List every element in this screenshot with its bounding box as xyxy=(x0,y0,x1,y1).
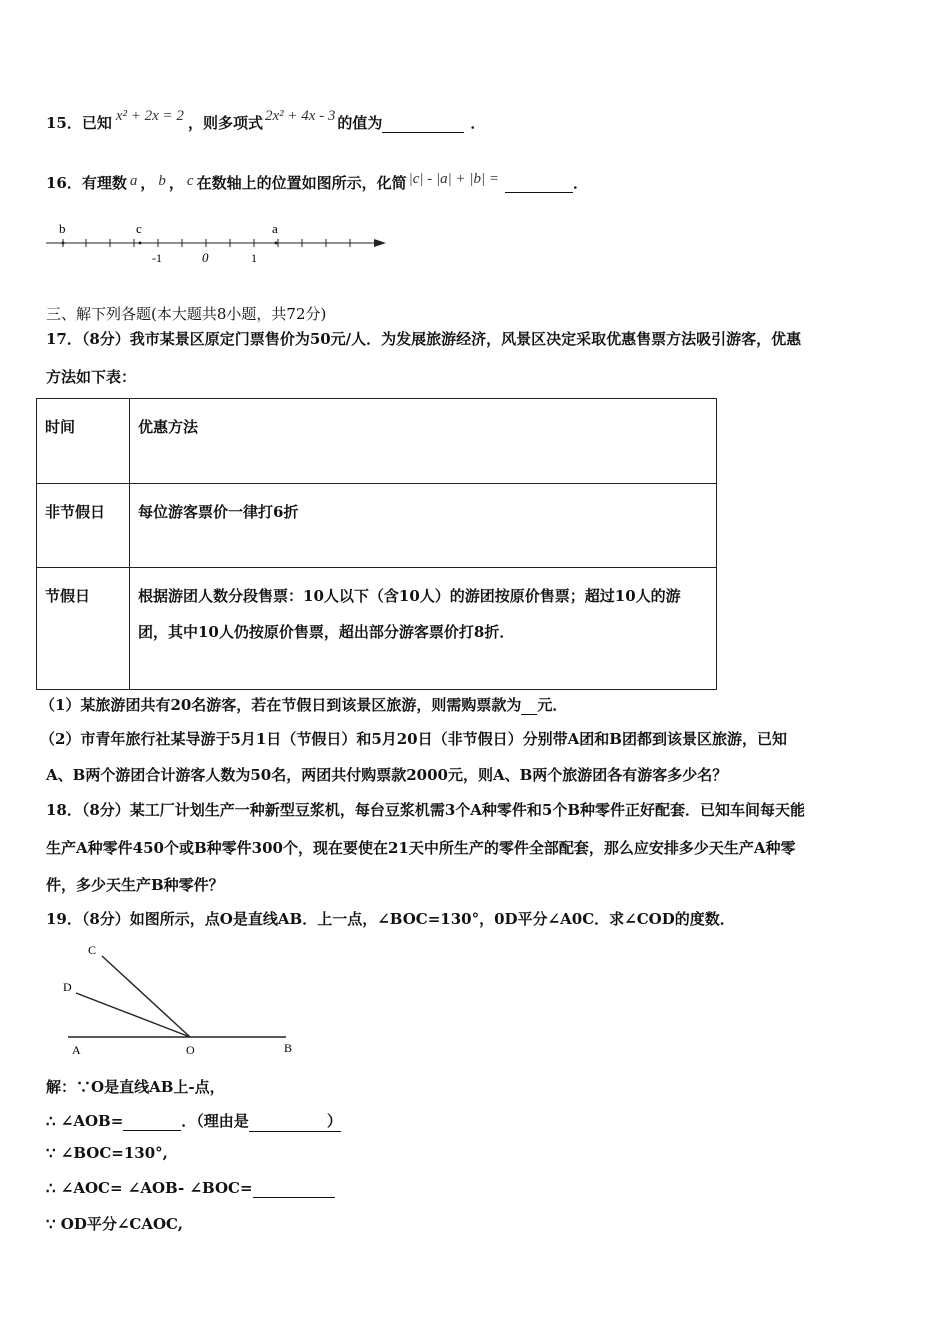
q19-line-1: 19．（8分）如图所示，点O是直线AB．上一点，∠BOC=130°，0D平分∠A0C．求∠COD的度数． xyxy=(46,910,735,928)
point-label-a: a xyxy=(272,221,278,236)
q19-reason-blank[interactable] xyxy=(249,1110,341,1132)
table-cell-method: 每位游客票价一律打6折 xyxy=(130,484,717,568)
q16-expression: |c| - |a| + |b| = xyxy=(408,171,499,187)
q19-solution-4-text: ∴ ∠AOC= ∠AOB- ∠BOC= xyxy=(46,1179,253,1197)
table-header-row xyxy=(37,399,717,484)
q16-sep-2: ， xyxy=(168,174,184,192)
q19-solution-3: ∵ ∠BOC=130°, xyxy=(46,1144,168,1162)
q15-suffix: 的值为 xyxy=(337,114,383,132)
q18-line-1: 18．（8分）某工厂计划生产一种新型豆浆机，每台豆浆机需3个A种零件和5个B种零件正好配套．已知车间每天能 xyxy=(46,801,806,819)
q17-line-2: 方法如下表： xyxy=(46,368,137,386)
q19-solution-4 xyxy=(46,1179,335,1198)
point-label-c: c xyxy=(136,221,142,236)
q15-end: ． xyxy=(470,114,486,132)
q16-var-c: c xyxy=(186,173,194,189)
point-b-dot xyxy=(62,242,65,245)
point-label-b: b xyxy=(59,221,66,236)
table-header-time: 时间 xyxy=(37,399,130,484)
q16-answer-blank[interactable] xyxy=(505,174,573,193)
q16-var-b: b xyxy=(158,173,166,189)
q19-aoc-blank[interactable] xyxy=(253,1179,335,1198)
q15-middle: ，则多项式 xyxy=(187,114,263,132)
tick-label-0: 0 xyxy=(202,250,209,265)
q19-aob-blank[interactable] xyxy=(123,1112,181,1131)
q19-solution-2-reason: ．（理由是 xyxy=(181,1112,249,1130)
ray-oc xyxy=(102,956,190,1037)
tick-label-neg1: -1 xyxy=(152,251,162,265)
table-cell-time: 非节假日 xyxy=(37,484,130,568)
number-line-figure xyxy=(40,218,400,268)
table-row xyxy=(37,568,717,690)
question-16 xyxy=(46,172,588,193)
table-cell-time: 节假日 xyxy=(37,568,130,690)
table-header-method: 优惠方法 xyxy=(130,399,717,484)
q15-prefix: 15．已知 xyxy=(46,114,112,132)
q18-line-2: 生产A种零件450个或B种零件300个，现在要使在21天中所生产的零件全部配套，那么应安排多少天生产A种零 xyxy=(46,839,796,857)
q19-solution-5: ∵ OD平分∠CAOC, xyxy=(46,1215,183,1233)
q19-solution-2-close: ） xyxy=(326,1112,342,1130)
label-D: D xyxy=(63,980,72,994)
label-B: B xyxy=(284,1041,293,1055)
q19-solution-2 xyxy=(46,1110,341,1132)
q17-sub-1-text: （1）某旅游团共有20名游客，若在节假日到该景区旅游，则需购票款为 xyxy=(40,696,522,714)
angle-figure xyxy=(58,938,308,1063)
q19-solution-2-text: ∴ ∠AOB= xyxy=(46,1112,124,1130)
q18-line-3: 件，多少天生产B种零件？ xyxy=(46,876,224,894)
q17-sub-1 xyxy=(40,694,567,715)
q16-middle: 在数轴上的位置如图所示，化简 xyxy=(196,174,407,192)
point-c-dot xyxy=(139,242,142,245)
q17-sub-2-line-1: （2）市青年旅行社某导游于5月1日（节假日）和5月20日（非节假日）分别带A团和B团都到该景区旅游，已知 xyxy=(40,730,787,748)
q16-var-a: a xyxy=(129,173,138,189)
ray-od xyxy=(76,993,190,1037)
discount-table xyxy=(36,398,717,690)
tick-label-1: 1 xyxy=(251,251,257,265)
q16-end: ． xyxy=(572,174,588,192)
label-C: C xyxy=(88,943,97,957)
question-15 xyxy=(46,108,486,133)
q17-sub-1-blank[interactable] xyxy=(521,696,537,715)
q16-sep-1: ， xyxy=(140,174,156,192)
q17-sub-1-unit: 元． xyxy=(537,696,568,714)
table-row xyxy=(37,484,717,568)
label-A: A xyxy=(72,1043,81,1057)
q16-prefix: 16．有理数 xyxy=(46,174,127,192)
q17-sub-2-line-2: A、B两个游团合计游客人数为50名，两团共付购票款2000元，则A、B两个旅游团各有游客多少名？ xyxy=(46,766,728,784)
label-O: O xyxy=(186,1043,195,1057)
q15-answer-blank[interactable] xyxy=(382,114,464,133)
point-a-dot xyxy=(275,242,278,245)
number-line-arrow xyxy=(374,239,386,247)
q15-expression-2: 2x² + 4x - 3 xyxy=(264,108,336,124)
section-3-heading: 三、解下列各题(本大题共8小题，共72分) xyxy=(46,305,327,323)
q17-line-1: 17．（8分）我市某景区原定门票售价为50元/人．为发展旅游经济，风景区决定采取优惠售票方法吸引游客，优惠 xyxy=(46,330,802,348)
q15-expression-1: x² + 2x = 2 xyxy=(115,108,184,124)
table-cell-method: 根据游团人数分段售票：10人以下（含10人）的游团按原价售票；超过10人的游团，其中10人仍按原价售票，超出部分游客票价打8折． xyxy=(130,568,717,690)
q19-solution-1: 解：∵O是直线AB上-点， xyxy=(46,1078,225,1096)
